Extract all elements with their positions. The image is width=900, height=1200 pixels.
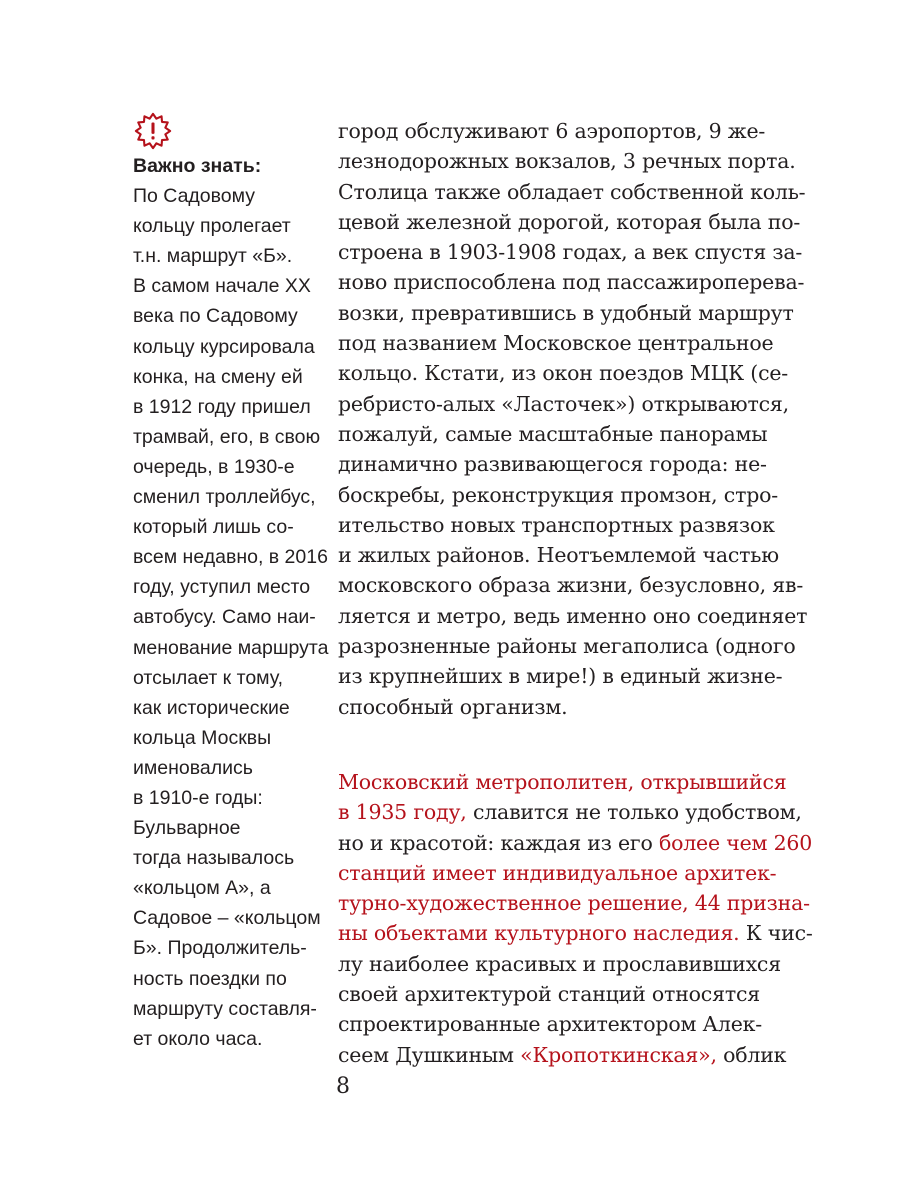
text-line: ново приспособлена под пассажироперева- [338,270,805,295]
text-line: В самом начале XX [133,275,311,298]
text-line: кольцо. Кстати, из окон поездов МЦК (се- [338,361,789,386]
text-line: менование маршрута [133,636,329,659]
highlight-text: «Кропоткинская», [520,1042,717,1067]
note-body [133,181,329,1054]
text-line: динамично развивающегося города: не- [338,452,767,477]
text-line: в 1910-е годы: [133,786,263,809]
text-line [338,918,813,948]
text-line: кольцу курсировала [133,335,315,358]
text-line: кольцу пролегает [133,215,291,238]
text-line: ляется и метро, ведь именно оно соединяет [338,603,808,628]
text-line: возки, превратившись в удобный маршрут [338,300,794,325]
text-line: сменил троллейбус, [133,486,316,509]
highlight-text: в 1935 году, [338,800,467,825]
text-line: Бульварное [133,817,241,840]
text-line: ность поездки по [133,967,287,990]
paragraph-1 [338,116,808,722]
highlight-text: ны объектами культурного наследия. [338,921,740,946]
text-line: способный организм. [338,694,568,719]
text-line: века по Садовому [133,305,298,328]
text-line: конка, на смену ей [133,365,303,388]
text-line: году, уступил место [133,576,311,599]
text-line: Садовое – «кольцом [133,907,321,930]
text-line: т.н. маршрут «Б». [133,245,293,268]
text-line: станций имеет индивидуальное архитек- [338,860,777,885]
text-fragment: но и красотой: каждая из его [338,830,659,855]
text-line: трамвай, его, в свою [133,425,321,448]
highlight-text: более чем 260 [658,830,813,855]
exclamation-starburst-icon [134,112,172,150]
text-line: и жилых районов. Неотъемлемой частью [338,543,779,568]
text-line: как исторические [133,696,290,719]
text-line: московского образа жизни, безусловно, яв- [338,573,804,598]
text-fragment: облик [716,1042,787,1067]
text-line: отсылает к тому, [133,666,284,689]
text-line: ительство новых транспортных развязок [338,512,775,537]
text-line: разрозненные районы мегаполиса (одного [338,634,796,659]
text-line: своей архитектурой станций относятся [338,982,760,1007]
text-line: ребристо-алых «Ласточек») открываются, [338,391,789,416]
text-line: пожалуй, самые масштабные панорамы [338,421,768,446]
text-line: очередь, в 1930-е [133,455,295,478]
text-line: кольца Москвы [133,726,272,749]
text-line: боскребы, реконструкция промзон, стро- [338,482,779,507]
text-line: именовались [133,756,253,779]
text-line: строена в 1903-1908 годах, а век спустя за- [338,240,803,265]
text-line: спроектированные архитектором Алек- [338,1012,762,1037]
text-line: Столица также обладает собственной коль- [338,179,806,204]
text-line: в 1912 году пришел [133,395,311,418]
text-line: тогда называлось [133,847,295,870]
text-line: под названием Московское центральное [338,331,774,356]
main-text [338,116,813,1070]
text-line: из крупнейших в мире!) в единый жизне- [338,664,783,689]
text-line: лезнодорожных вокзалов, 3 речных порта. [338,149,796,174]
text-line: который лишь со- [133,516,294,539]
text-line [338,797,802,827]
sidebar-note [133,112,329,1054]
text-line: всем недавно, в 2016 [133,546,328,569]
text-fragment: славится не только удобством, [466,800,802,825]
text-fragment: К чис- [739,921,813,946]
text-line: По Садовому [133,185,256,208]
text-fragment: сеем Душкиным [338,1042,521,1067]
text-line: цевой железной дорогой, которая была по- [338,209,801,234]
text-line [338,1040,788,1070]
text-line: турно-художественное решение, 44 призна- [338,891,810,916]
text-line: автобусу. Само наи- [133,606,316,629]
text-line [338,828,813,858]
text-line: лу наиболее красивых и прославившихся [338,951,781,976]
text-line: город обслуживают 6 аэропортов, 9 же- [338,119,766,143]
text-line: ет около часа. [133,1027,263,1050]
text-line: «кольцом А», а [133,877,271,900]
text-line: Б». Продолжитель- [133,937,307,960]
note-heading: Важно знать: [133,155,262,177]
text-line: маршруту составля- [133,997,317,1020]
paragraph-2 [338,767,813,1070]
text-line: Московский метрополитен, открывшийся [338,769,787,794]
page-number-text: 8 [336,1074,350,1099]
